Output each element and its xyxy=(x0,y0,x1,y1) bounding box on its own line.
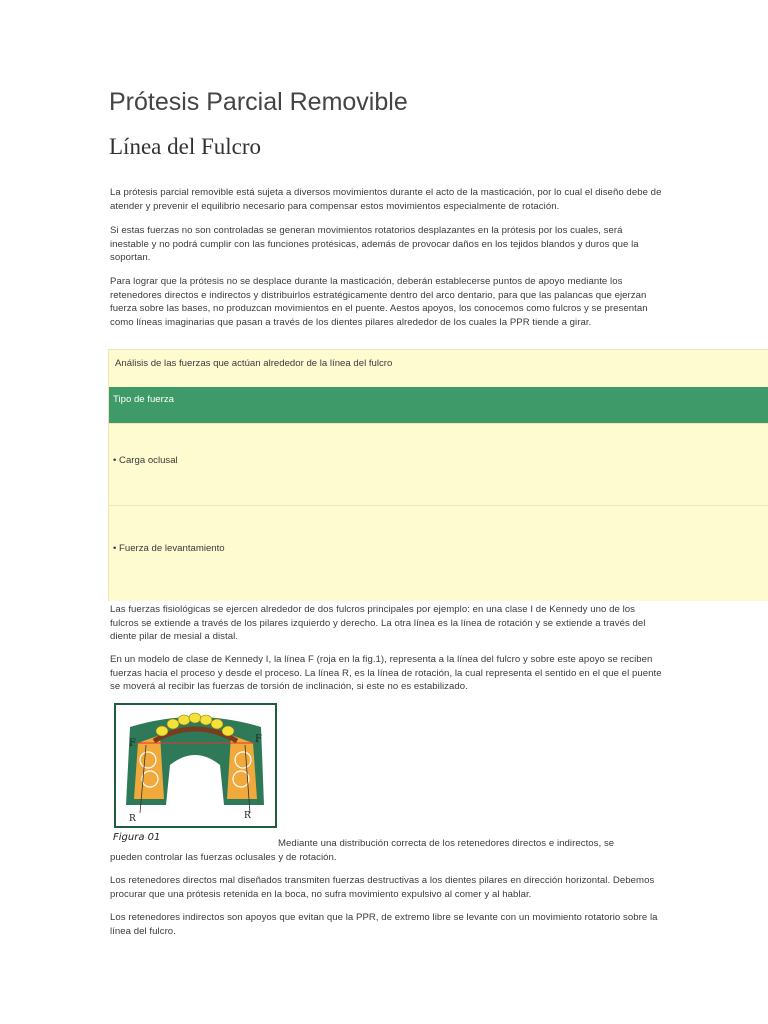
paragraph-intro-2: Si estas fuerzas no son controladas se generan movimientos rotatorios desplazantes en la prótesis por los cuales, será inestable y no podrá cumplir con las funciones protésicas, además de provocar daños en los tejidos blandos y duros que la soportan. xyxy=(110,225,639,264)
paragraph-after-figure-1: Mediante una distribución correcta de los retenedores directos e indirectos, se pueden controlar las fuerzas oclusales y de rotación. xyxy=(110,838,615,863)
paragraph-intro-1: La prótesis parcial removible está sujeta a diversos movimientos durante el acto de la masticación, por lo cual el diseño debe de atender y prevenir el equilibrio necesario para compensar estos movimientos especialmente de rotación. xyxy=(110,187,662,212)
section-title: Línea del Fulcro xyxy=(109,134,262,159)
paragraph-after-figure-3: Los retenedores indirectos son apoyos que evitan que la PPR, de extremo libre se levante con un movimiento rotatorio sobre la línea del fulcro. xyxy=(110,912,658,937)
label-f-right: F xyxy=(255,734,262,745)
saddle-right xyxy=(227,735,257,799)
table-row-label: • Carga oclusal xyxy=(113,455,178,466)
saddle-left xyxy=(134,735,164,799)
table-row-label: • Fuerza de levantamiento xyxy=(113,543,225,554)
figure-caption: Figura 01 xyxy=(113,832,161,843)
paragraph-intro-3: Para lograr que la prótesis no se desplace durante la masticación, deberán establecerse puntos de apoyo mediante los retenedores directos e indirectos y distribuirlos estratégicamente dentro del arco dentario, para que las palancas que ejerzan fuerza sobre las bases, no produzcan movimientos en el puente. Aestos apoyos, los conocemos como fulcros y se presentan como líneas imaginarias que pasan a través de los dientes pilares alrededor de los cuales la PPR tiende a girar. xyxy=(110,276,648,328)
figure-dental-arch xyxy=(114,703,277,828)
forces-table xyxy=(108,349,768,601)
paragraph-body-2: En un modelo de clase de Kennedy I, la línea F (roja en la fig.1), representa a la línea del fulcro y sobre este apoyo se reciben fuerzas hacia el proceso y desde el proceso. La línea R, es la línea de rotación, la cual representa el sentido en el que el puente se moverá al recibir las fuerzas de torsión de inclinación, si este no es estabilizado. xyxy=(110,654,662,693)
table-row xyxy=(109,423,768,505)
label-f-left: F xyxy=(129,738,136,749)
label-r-left: R xyxy=(129,814,136,824)
table-header-label: Tipo de fuerza xyxy=(113,394,174,405)
paragraph-after-figure-2: Los retenedores directos mal diseñados transmiten fuerzas destructivas a los dientes pilares en dirección horizontal. Debemos procurar que una prótesis retenida en la boca, no sufra movimiento expulsivo al comer y al hablar. xyxy=(110,875,655,900)
paragraph-body-1: Las fuerzas fisiológicas se ejercen alrededor de dos fulcros principales por ejemplo: en una clase I de Kennedy uno de los fulcros se extiende a través de los pilares izquierdo y derecho. La otra línea es la línea de rotación y se extiende a través del diente pilar de mesial a distal. xyxy=(110,604,646,643)
table-caption: Análisis de las fuerzas que actúan alrededor de la línea del fulcro xyxy=(115,358,393,369)
page-title: Prótesis Parcial Removible xyxy=(109,88,408,116)
dental-arch-illustration xyxy=(116,705,275,826)
table-header xyxy=(109,387,768,423)
label-r-right: R xyxy=(244,811,251,821)
table-row xyxy=(109,505,768,602)
